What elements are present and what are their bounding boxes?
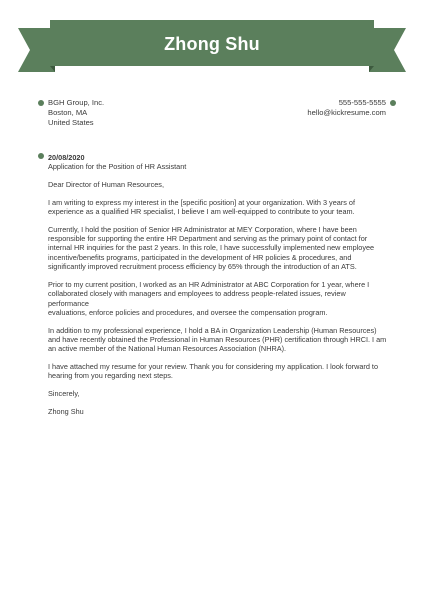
letter-subject: Application for the Position of HR Assistant	[48, 162, 187, 172]
sender-address	[48, 98, 104, 128]
paragraph-line: collaborated closely with managers and employees to address people-related issues, review performance	[48, 289, 346, 308]
bullet-dot-left	[38, 100, 44, 106]
bullet-dot-letter	[38, 153, 44, 159]
phone-number: 555-555-5555	[338, 98, 386, 107]
paragraph-line: hearing from you regarding next steps.	[48, 371, 173, 381]
paragraph-3	[48, 280, 388, 318]
applicant-name: Zhong Shu	[164, 33, 260, 54]
sender-country: United States	[48, 118, 94, 127]
sender-city: Boston, MA	[48, 108, 88, 117]
paragraph-line: and have recently obtained the Professional in Human Resources (PHR) certification through HRCI. I am	[48, 335, 387, 345]
paragraph-line: Prior to my current position, I worked as an HR Administrator at ABC Corporation for 1 year, where I	[48, 279, 370, 289]
paragraph-line: I have attached my resume for your review. Thank you for considering my application. I look forward to	[48, 362, 379, 372]
sender-company: BGH Group, Inc.	[48, 98, 105, 107]
paragraph-line: internal HR inquiries for the past 2 years. In this role, I have successfully implemented new employee	[48, 243, 375, 253]
bullet-dot-right	[390, 100, 396, 106]
paragraph-line: significantly improved recruitment process efficiency by 65% through the introduction of an ATS.	[48, 262, 357, 272]
letter-signature: Zhong Shu	[48, 406, 84, 416]
letter-closing: Sincerely,	[48, 389, 80, 399]
letter-body	[48, 153, 388, 416]
paragraph-line: incentive/benefits programs, participated in the development of HR policies & procedures, and	[48, 252, 352, 262]
paragraph-line: I am writing to express my interest in the [specific position] at your organization. With 3 years of	[48, 197, 356, 207]
header-ribbon	[0, 0, 424, 80]
email-address: hello@kickresume.com	[307, 108, 386, 117]
paragraph-5	[48, 362, 388, 381]
paragraph-line: In addition to my professional experience, I hold a BA in Organization Leadership (Human Resources)	[48, 325, 377, 335]
paragraph-line: Currently, I hold the position of Senior HR Administrator at MEY Corporation, where I have been	[48, 224, 357, 234]
letter-date: 20/08/2020	[48, 153, 85, 162]
paragraph-2	[48, 225, 388, 272]
contact-info	[307, 98, 386, 118]
paragraph-line: responsible for supporting the entire HR Department and serving as the primary point of contact for	[48, 234, 368, 243]
paragraph-line: experience as a qualified HR specialist, I believe I am well-equipped to contribute to your team.	[48, 207, 355, 216]
paragraph-4	[48, 326, 388, 354]
paragraph-1	[48, 198, 388, 217]
letter-salutation: Dear Director of Human Resources,	[48, 180, 164, 189]
paragraph-line: an active member of the National Human Resources Association (NHRA).	[48, 344, 287, 354]
paragraph-line: evaluations, enforce policies and procedures, and oversee the compensation program.	[48, 308, 328, 318]
